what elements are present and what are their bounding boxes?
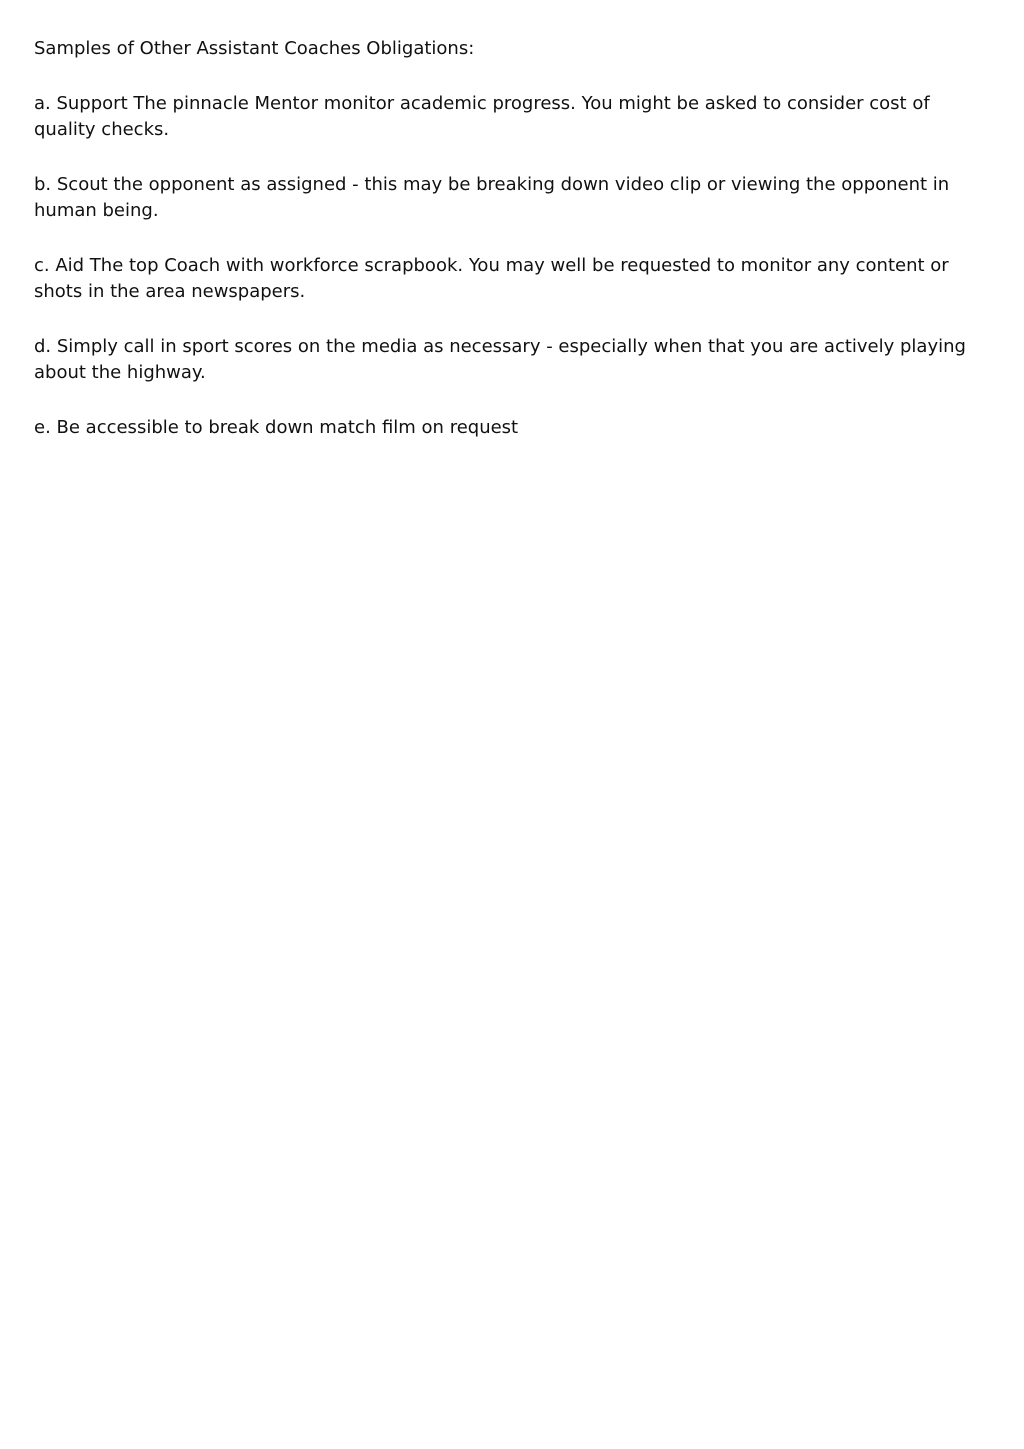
obligation-item-c: c. Aid The top Coach with workforce scrapbook. You may well be requested to monitor any content or shots in the area newspapers.: [34, 255, 949, 302]
obligation-item-e: e. Be accessible to break down match film on request: [34, 417, 519, 438]
obligation-item-b: b. Scout the opponent as assigned - this may be breaking down video clip or viewing the opponent in human being.: [34, 174, 950, 221]
document-heading: Samples of Other Assistant Coaches Obligations:: [34, 38, 475, 59]
obligation-item-a: a. Support The pinnacle Mentor monitor academic progress. You might be asked to consider cost of quality checks.: [34, 93, 930, 140]
document-page: [34, 36, 994, 470]
obligation-item-d: d. Simply call in sport scores on the media as necessary - especially when that you are actively playing about the highway.: [34, 336, 966, 383]
